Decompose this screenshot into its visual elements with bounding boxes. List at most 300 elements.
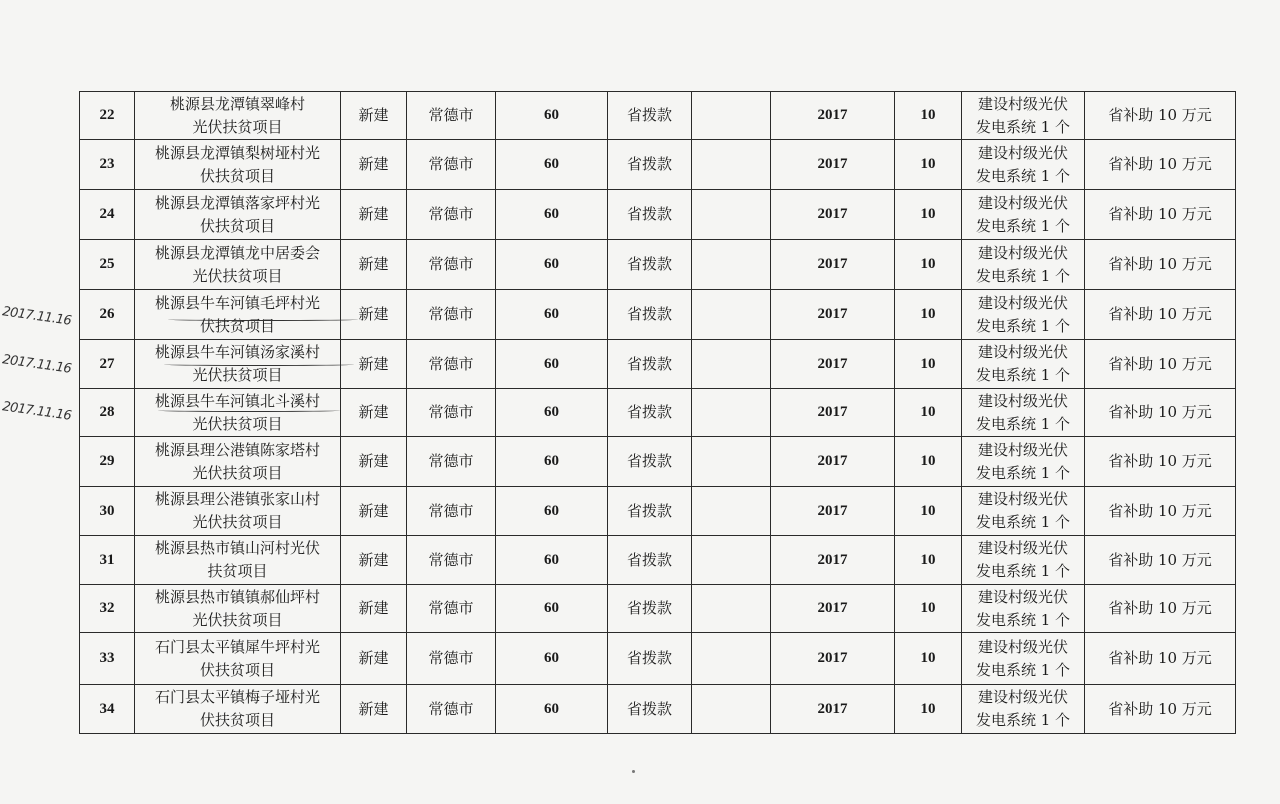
year-cell xyxy=(771,240,895,290)
year-text: 2017 xyxy=(817,206,848,222)
row-number-text: 30 xyxy=(99,502,115,519)
project-name-cell xyxy=(135,536,341,585)
year-text: 2017 xyxy=(817,551,848,568)
build-type-cell xyxy=(341,240,407,290)
city-cell xyxy=(407,92,496,140)
fund-source-text: 省拨款 xyxy=(626,155,672,173)
amount-text: 60 xyxy=(544,650,559,666)
amount-text: 60 xyxy=(544,700,559,717)
subsidy-note-cell xyxy=(1085,437,1236,487)
fund-source-cell xyxy=(608,536,692,585)
amount-cell xyxy=(496,487,608,536)
fund-source-text: 省拨款 xyxy=(626,550,672,569)
quantity-cell xyxy=(895,389,962,437)
amount-text: 60 xyxy=(544,107,559,123)
year-text: 2017 xyxy=(817,502,848,519)
project-name-text: 桃源县牛车河镇汤家溪村 xyxy=(154,343,320,361)
row-number-text: 29 xyxy=(99,453,115,469)
project-name-text: 光伏扶贫项目 xyxy=(192,463,283,482)
fund-source-text: 省拨款 xyxy=(626,699,672,718)
build-type-text: 新建 xyxy=(358,452,389,470)
project-name-cell xyxy=(135,585,341,633)
blank-cell xyxy=(692,536,771,585)
quantity-cell xyxy=(895,585,962,633)
row-number-text: 26 xyxy=(99,306,115,322)
year-cell xyxy=(771,290,895,340)
project-name-text: 桃源县热市镇镇郝仙坪村 xyxy=(154,587,320,606)
build-type-text: 新建 xyxy=(358,255,389,273)
build-type-text: 新建 xyxy=(358,649,389,667)
fund-source-cell xyxy=(608,340,692,389)
subsidy-note-text: 省补助 10 万元 xyxy=(1108,305,1212,323)
quantity-text: 10 xyxy=(920,453,936,469)
fund-source-text: 省拨款 xyxy=(626,452,672,470)
build-type-cell xyxy=(341,585,407,633)
amount-text: 60 xyxy=(544,156,559,172)
subsidy-note-cell xyxy=(1085,92,1236,140)
content-text: 建设村级光伏 xyxy=(977,490,1068,508)
quantity-text: 10 xyxy=(920,107,936,123)
subsidy-note-text: 省补助 10 万元 xyxy=(1108,699,1212,718)
table-row xyxy=(80,240,1236,290)
handwritten-date-note: 2017.11.16 xyxy=(1,304,73,329)
quantity-text: 10 xyxy=(920,404,936,420)
table-row xyxy=(80,536,1236,585)
quantity-cell xyxy=(895,340,962,389)
subsidy-note-text: 省补助 10 万元 xyxy=(1108,452,1212,470)
table-row xyxy=(80,685,1236,734)
amount-text: 60 xyxy=(544,600,559,616)
project-name-text: 伏扶贫项目 xyxy=(199,660,275,679)
content-cell xyxy=(962,536,1085,585)
project-name-cell xyxy=(135,190,341,240)
city-cell xyxy=(407,290,496,340)
quantity-cell xyxy=(895,685,962,734)
row-number-text: 27 xyxy=(99,355,115,372)
quantity-text: 10 xyxy=(920,156,936,172)
subsidy-note-text: 省补助 10 万元 xyxy=(1108,649,1212,667)
amount-cell xyxy=(496,190,608,240)
fund-source-cell xyxy=(608,92,692,140)
content-text: 发电系统 1 个 xyxy=(975,414,1071,433)
subsidy-note-cell xyxy=(1085,240,1236,290)
blank-cell xyxy=(692,389,771,437)
fund-source-cell xyxy=(608,633,692,685)
year-cell xyxy=(771,633,895,685)
year-text: 2017 xyxy=(817,600,848,616)
year-cell xyxy=(771,92,895,140)
blank-cell xyxy=(692,585,771,633)
row-number-cell xyxy=(80,190,135,240)
fund-source-text: 省拨款 xyxy=(626,305,672,323)
content-text: 发电系统 1 个 xyxy=(975,266,1071,285)
subsidy-note-cell xyxy=(1085,487,1236,536)
content-text: 建设村级光伏 xyxy=(977,94,1068,113)
year-cell xyxy=(771,536,895,585)
row-number-cell xyxy=(80,290,135,340)
content-cell xyxy=(962,290,1085,340)
pen-underline-mark xyxy=(164,363,354,366)
content-text: 建设村级光伏 xyxy=(977,688,1068,706)
table-row xyxy=(80,140,1236,190)
subsidy-note-cell xyxy=(1085,389,1236,437)
project-name-text: 桃源县牛车河镇北斗溪村 xyxy=(154,391,320,410)
scan-speck xyxy=(632,770,635,773)
subsidy-note-cell xyxy=(1085,585,1236,633)
row-number-cell xyxy=(80,437,135,487)
build-type-text: 新建 xyxy=(358,305,389,323)
project-name-text: 桃源县龙潭镇梨树垭村光 xyxy=(154,143,320,162)
build-type-cell xyxy=(341,389,407,437)
subsidy-note-text: 省补助 10 万元 xyxy=(1108,403,1212,421)
quantity-cell xyxy=(895,536,962,585)
amount-cell xyxy=(496,633,608,685)
row-number-text: 22 xyxy=(99,107,115,123)
amount-text: 60 xyxy=(544,206,559,222)
blank-cell xyxy=(692,487,771,536)
city-cell xyxy=(407,585,496,633)
city-text: 常德市 xyxy=(428,501,474,520)
amount-cell xyxy=(496,685,608,734)
quantity-cell xyxy=(895,633,962,685)
year-cell xyxy=(771,685,895,734)
content-text: 建设村级光伏 xyxy=(977,193,1068,212)
amount-cell xyxy=(496,240,608,290)
row-number-text: 32 xyxy=(99,600,115,616)
blank-cell xyxy=(692,190,771,240)
content-cell xyxy=(962,240,1085,290)
project-name-text: 光伏扶贫项目 xyxy=(192,414,283,433)
fund-source-cell xyxy=(608,437,692,487)
content-text: 发电系统 1 个 xyxy=(975,562,1071,580)
row-number-text: 23 xyxy=(99,156,115,172)
row-number-text: 31 xyxy=(99,551,115,568)
quantity-cell xyxy=(895,190,962,240)
fund-source-cell xyxy=(608,240,692,290)
amount-cell xyxy=(496,140,608,190)
project-name-text: 桃源县龙潭镇龙中居委会 xyxy=(154,243,320,262)
row-number-text: 33 xyxy=(99,650,115,666)
quantity-cell xyxy=(895,487,962,536)
city-cell xyxy=(407,536,496,585)
blank-cell xyxy=(692,140,771,190)
subsidy-note-cell xyxy=(1085,685,1236,734)
content-cell xyxy=(962,685,1085,734)
fund-source-cell xyxy=(608,190,692,240)
content-text: 发电系统 1 个 xyxy=(975,117,1071,136)
amount-text: 60 xyxy=(544,502,559,519)
table-row xyxy=(80,633,1236,685)
content-cell xyxy=(962,437,1085,487)
amount-text: 60 xyxy=(544,404,559,420)
subsidy-note-text: 省补助 10 万元 xyxy=(1108,550,1212,569)
build-type-cell xyxy=(341,437,407,487)
row-number-text: 34 xyxy=(99,700,115,717)
content-cell xyxy=(962,140,1085,190)
table-row xyxy=(80,389,1236,437)
fund-source-cell xyxy=(608,487,692,536)
project-name-cell xyxy=(135,92,341,140)
fund-source-text: 省拨款 xyxy=(626,501,672,520)
amount-cell xyxy=(496,340,608,389)
project-name-text: 桃源县理公港镇陈家塔村 xyxy=(154,440,320,459)
fund-source-cell xyxy=(608,389,692,437)
quantity-text: 10 xyxy=(920,306,936,322)
build-type-cell xyxy=(341,190,407,240)
fund-source-text: 省拨款 xyxy=(626,649,672,667)
row-number-cell xyxy=(80,487,135,536)
quantity-text: 10 xyxy=(920,700,936,717)
project-table xyxy=(79,91,1236,734)
city-cell xyxy=(407,487,496,536)
blank-cell xyxy=(692,685,771,734)
handwritten-date-note: 2017.11.16 xyxy=(1,352,73,377)
build-type-text: 新建 xyxy=(358,501,389,520)
content-text: 建设村级光伏 xyxy=(977,637,1068,656)
row-number-cell xyxy=(80,389,135,437)
content-text: 发电系统 1 个 xyxy=(975,366,1071,384)
content-text: 发电系统 1 个 xyxy=(975,660,1071,679)
city-text: 常德市 xyxy=(428,403,474,421)
build-type-cell xyxy=(341,536,407,585)
content-text: 建设村级光伏 xyxy=(977,587,1068,606)
city-text: 常德市 xyxy=(428,155,474,173)
project-name-cell xyxy=(135,487,341,536)
pen-underline-mark xyxy=(158,409,340,412)
build-type-text: 新建 xyxy=(358,354,389,373)
pen-underline-mark xyxy=(168,318,358,321)
project-name-text: 光伏扶贫项目 xyxy=(192,610,283,629)
project-name-text: 光伏扶贫项目 xyxy=(192,513,283,531)
content-cell xyxy=(962,633,1085,685)
project-name-cell xyxy=(135,140,341,190)
year-text: 2017 xyxy=(817,156,848,172)
row-number-text: 24 xyxy=(99,206,115,222)
city-text: 常德市 xyxy=(428,205,474,223)
quantity-cell xyxy=(895,437,962,487)
city-cell xyxy=(407,437,496,487)
project-name-text: 石门县太平镇犀牛坪村光 xyxy=(154,637,320,656)
city-cell xyxy=(407,633,496,685)
amount-text: 60 xyxy=(544,551,559,568)
content-text: 建设村级光伏 xyxy=(977,143,1068,162)
blank-cell xyxy=(692,240,771,290)
fund-source-text: 省拨款 xyxy=(626,354,672,373)
build-type-text: 新建 xyxy=(358,106,389,124)
project-name-cell xyxy=(135,633,341,685)
amount-cell xyxy=(496,290,608,340)
city-text: 常德市 xyxy=(428,452,474,470)
row-number-cell xyxy=(80,92,135,140)
blank-cell xyxy=(692,633,771,685)
quantity-text: 10 xyxy=(920,355,936,372)
project-name-text: 伏扶贫项目 xyxy=(199,166,275,185)
fund-source-cell xyxy=(608,585,692,633)
table-row xyxy=(80,190,1236,240)
subsidy-note-text: 省补助 10 万元 xyxy=(1108,205,1212,223)
project-name-text: 桃源县热市镇山河村光伏 xyxy=(154,539,320,557)
year-cell xyxy=(771,340,895,389)
content-cell xyxy=(962,585,1085,633)
build-type-cell xyxy=(341,633,407,685)
handwritten-date-note: 2017.11.16 xyxy=(1,399,73,424)
fund-source-text: 省拨款 xyxy=(626,106,672,124)
content-text: 建设村级光伏 xyxy=(977,391,1068,410)
project-name-text: 伏扶贫项目 xyxy=(199,316,275,335)
table-body xyxy=(80,92,1236,734)
build-type-cell xyxy=(341,685,407,734)
content-text: 建设村级光伏 xyxy=(977,243,1068,262)
city-text: 常德市 xyxy=(428,649,474,667)
row-number-cell xyxy=(80,340,135,389)
year-text: 2017 xyxy=(817,256,848,272)
content-cell xyxy=(962,389,1085,437)
row-number-cell xyxy=(80,633,135,685)
amount-cell xyxy=(496,437,608,487)
project-name-cell xyxy=(135,240,341,290)
city-cell xyxy=(407,340,496,389)
project-name-text: 桃源县龙潭镇落家坪村光 xyxy=(154,193,320,212)
build-type-text: 新建 xyxy=(358,550,389,569)
year-text: 2017 xyxy=(817,306,848,322)
subsidy-note-text: 省补助 10 万元 xyxy=(1108,501,1212,520)
content-text: 发电系统 1 个 xyxy=(975,216,1071,235)
build-type-cell xyxy=(341,290,407,340)
project-name-text: 石门县太平镇梅子垭村光 xyxy=(154,688,320,706)
project-name-cell xyxy=(135,290,341,340)
project-name-text: 伏扶贫项目 xyxy=(199,216,275,235)
quantity-cell xyxy=(895,140,962,190)
subsidy-note-text: 省补助 10 万元 xyxy=(1108,599,1212,617)
year-text: 2017 xyxy=(817,404,848,420)
year-text: 2017 xyxy=(817,107,848,123)
year-cell xyxy=(771,487,895,536)
quantity-cell xyxy=(895,92,962,140)
content-text: 建设村级光伏 xyxy=(977,440,1068,459)
content-text: 建设村级光伏 xyxy=(977,293,1068,312)
build-type-text: 新建 xyxy=(358,205,389,223)
year-text: 2017 xyxy=(817,453,848,469)
city-text: 常德市 xyxy=(428,255,474,273)
subsidy-note-text: 省补助 10 万元 xyxy=(1108,106,1212,124)
content-text: 发电系统 1 个 xyxy=(975,610,1071,629)
row-number-cell xyxy=(80,140,135,190)
fund-source-text: 省拨款 xyxy=(626,599,672,617)
fund-source-cell xyxy=(608,685,692,734)
project-name-cell xyxy=(135,389,341,437)
amount-text: 60 xyxy=(544,453,559,469)
year-text: 2017 xyxy=(817,355,848,372)
quantity-text: 10 xyxy=(920,206,936,222)
blank-cell xyxy=(692,437,771,487)
project-name-cell xyxy=(135,437,341,487)
year-cell xyxy=(771,389,895,437)
city-cell xyxy=(407,685,496,734)
fund-source-cell xyxy=(608,290,692,340)
subsidy-note-cell xyxy=(1085,340,1236,389)
blank-cell xyxy=(692,92,771,140)
blank-cell xyxy=(692,340,771,389)
build-type-cell xyxy=(341,140,407,190)
city-cell xyxy=(407,140,496,190)
year-cell xyxy=(771,585,895,633)
subsidy-note-text: 省补助 10 万元 xyxy=(1108,155,1212,173)
amount-cell xyxy=(496,92,608,140)
amount-text: 60 xyxy=(544,256,559,272)
project-name-text: 扶贫项目 xyxy=(207,562,268,580)
content-text: 发电系统 1 个 xyxy=(975,463,1071,482)
content-cell xyxy=(962,190,1085,240)
build-type-text: 新建 xyxy=(358,155,389,173)
subsidy-note-cell xyxy=(1085,536,1236,585)
city-text: 常德市 xyxy=(428,599,474,617)
fund-source-text: 省拨款 xyxy=(626,403,672,421)
project-name-text: 光伏扶贫项目 xyxy=(192,366,283,384)
table-row xyxy=(80,290,1236,340)
subsidy-note-text: 省补助 10 万元 xyxy=(1108,354,1212,373)
row-number-text: 25 xyxy=(99,256,115,272)
project-name-cell xyxy=(135,685,341,734)
year-cell xyxy=(771,190,895,240)
table-row xyxy=(80,487,1236,536)
content-cell xyxy=(962,92,1085,140)
fund-source-text: 省拨款 xyxy=(626,255,672,273)
table-row xyxy=(80,92,1236,140)
amount-cell xyxy=(496,585,608,633)
row-number-cell xyxy=(80,240,135,290)
quantity-text: 10 xyxy=(920,600,936,616)
table-row xyxy=(80,585,1236,633)
row-number-text: 28 xyxy=(99,404,115,420)
content-text: 建设村级光伏 xyxy=(977,343,1068,361)
subsidy-note-cell xyxy=(1085,633,1236,685)
content-text: 发电系统 1 个 xyxy=(975,316,1071,335)
quantity-text: 10 xyxy=(920,502,936,519)
table-row xyxy=(80,437,1236,487)
city-text: 常德市 xyxy=(428,699,474,718)
project-name-text: 伏扶贫项目 xyxy=(199,711,275,729)
year-cell xyxy=(771,437,895,487)
content-text: 发电系统 1 个 xyxy=(975,711,1071,729)
year-text: 2017 xyxy=(817,700,848,717)
city-text: 常德市 xyxy=(428,305,474,323)
build-type-cell xyxy=(341,92,407,140)
blank-cell xyxy=(692,290,771,340)
project-name-text: 光伏扶贫项目 xyxy=(192,266,283,285)
subsidy-note-cell xyxy=(1085,140,1236,190)
city-text: 常德市 xyxy=(428,106,474,124)
amount-text: 60 xyxy=(544,355,559,372)
year-text: 2017 xyxy=(817,650,848,666)
city-cell xyxy=(407,389,496,437)
row-number-cell xyxy=(80,585,135,633)
amount-cell xyxy=(496,389,608,437)
content-cell xyxy=(962,487,1085,536)
content-text: 发电系统 1 个 xyxy=(975,166,1071,185)
city-cell xyxy=(407,240,496,290)
amount-text: 60 xyxy=(544,306,559,322)
quantity-cell xyxy=(895,240,962,290)
project-name-text: 桃源县牛车河镇毛坪村光 xyxy=(154,293,320,312)
build-type-cell xyxy=(341,487,407,536)
row-number-cell xyxy=(80,685,135,734)
subsidy-note-cell xyxy=(1085,290,1236,340)
city-text: 常德市 xyxy=(428,550,474,569)
build-type-text: 新建 xyxy=(358,403,389,421)
quantity-cell xyxy=(895,290,962,340)
project-name-text: 桃源县龙潭镇翠峰村 xyxy=(169,94,305,113)
row-number-cell xyxy=(80,536,135,585)
